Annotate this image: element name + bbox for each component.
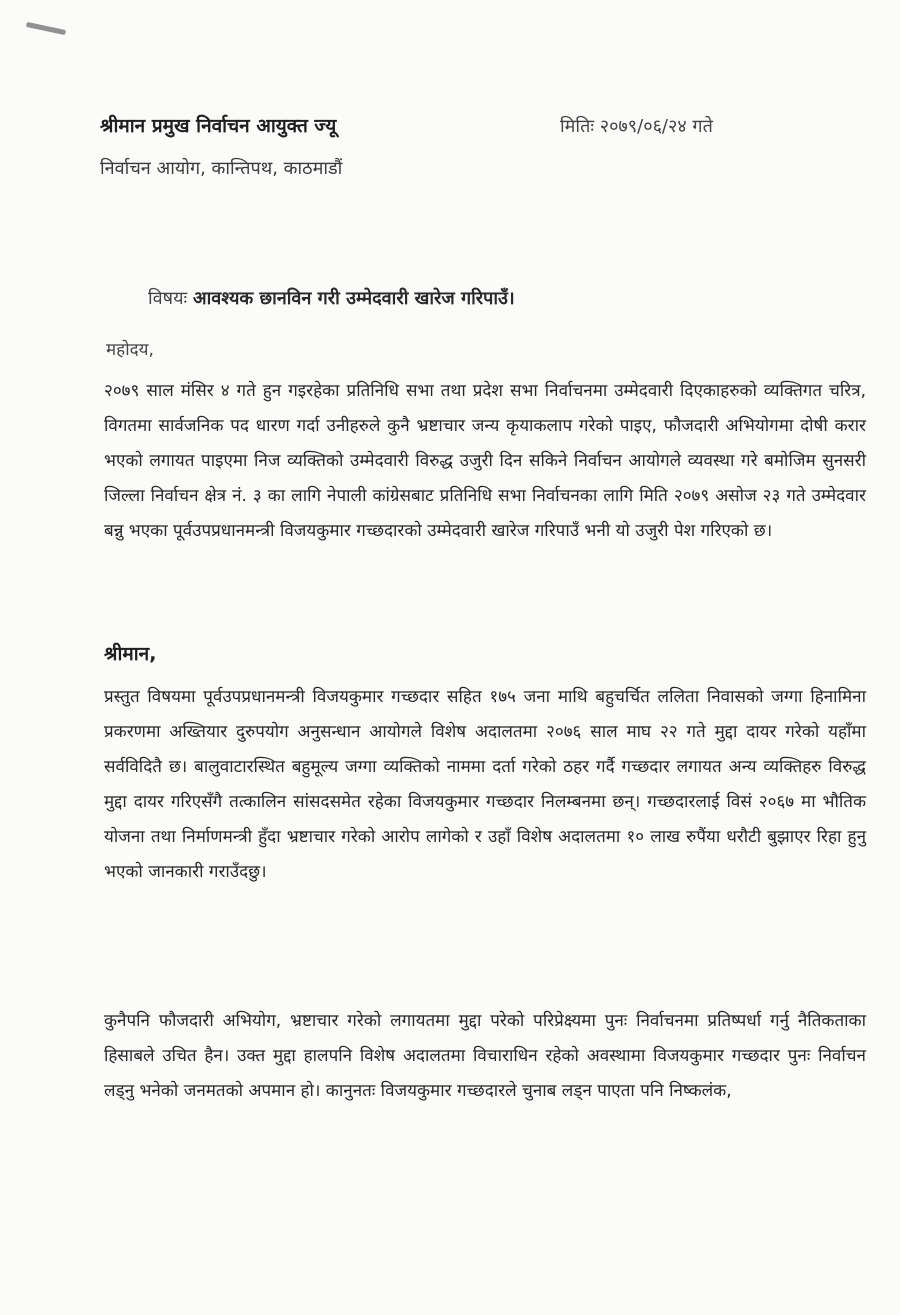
letter-date: मितिः २०७९/०६/२४ गते <box>560 116 713 137</box>
subject-label: विषयः <box>148 288 188 309</box>
paragraph-argument: कुनैपनि फौजदारी अभियोग, भ्रष्टाचार गरेको लगायतमा मुद्दा परेको परिप्रेक्ष्यमा पुनः निर्वाचनमा प्रतिष्पर्धा गर्नु नैतिकताका हिसाबले उचित हैन। उक्त मुद्दा हालपनि विशेष अदालतमा विचाराधिन रहेको अवस्थामा विजयकुमार गच्छदार पुनः निर्वाचन लड्नु भनेको जनमतको अपमान हो। कानुनतः विजयकुमार गच्छदारले चुनाब लड्न पाएता पनि निष्कलंक, <box>104 1011 866 1101</box>
letter-header <box>100 112 840 180</box>
subject-text: आवश्यक छानविन गरी उम्मेदवारी खारेज गरिपाउँ। <box>192 288 515 309</box>
subject-line <box>148 286 515 310</box>
addressee: श्रीमान प्रमुख निर्वाचन आयुक्त ज्यू <box>100 115 337 137</box>
section-heading: श्रीमान, <box>104 643 157 665</box>
salutation: महोदय, <box>106 340 154 360</box>
paragraph-complaint: २०७९ साल मंसिर ४ गते हुन गइरहेका प्रतिनिधि सभा तथा प्रदेश सभा निर्वाचनमा उम्मेदवारी दिएकाहरुको व्यक्तिगत चरित्र, विगतमा सार्वजनिक पद धारण गर्दा उनीहरुले कुनै भ्रष्टाचार जन्य कृयाकलाप गरेको पाइए, फौजदारी अभियोगमा दोषी करार भएको लगायत पाइएमा निज व्यक्तिको उम्मेदवारी विरुद्ध उजुरी दिन सकिने निर्वाचन आयोगले व्यवस्था गरे बमोजिम सुनसरी जिल्ला निर्वाचन क्षेत्र नं. ३ का लागि नेपाली कांग्रेसबाट प्रतिनिधि सभा निर्वाचनका लागि मिति २०७९ असोज २३ गते उम्मेदवार बन्नु भएका पूर्वउपप्रधानमन्त्री विजयकुमार गच्छदारको उम्मेदवारी खारेज गरिपाउँ भनी यो उजुरी पेश गरिएको छ। <box>104 381 866 541</box>
scan-mark <box>26 22 66 35</box>
paragraph-background: प्रस्तुत विषयमा पूर्वउपप्रधानमन्त्री विजयकुमार गच्छदार सहित १७५ जना माथि बहुचर्चित ललिता निवासको जग्गा हिनामिना प्रकरणमा अख्तियार दुरुपयोग अनुसन्धान आयोगले विशेष अदालतमा २०७६ साल माघ २२ गते मुद्दा दायर गरेको यहाँमा सर्वविदितै छ। बालुवाटारस्थित बहुमूल्य जग्गा व्यक्तिको नाममा दर्ता गरेको ठहर गर्दै गच्छदार लगायत अन्य व्यक्तिहरु विरुद्ध मुद्दा दायर गरिएसँगै तत्कालिन सांसदसमेत रहेका विजयकुमार गच्छदार निलम्बनमा छन्। गच्छदारलाई विसं २०६७ मा भौतिक योजना तथा निर्माणमन्त्री हुँदा भ्रष्टाचार गरेको आरोप लागेको र उहाँ विशेष अदालतमा १० लाख रुपैंया धरौटी बुझाएर रिहा हुनु भएको जानकारी गराउँदछु। <box>104 687 866 882</box>
addressee-address: निर्वाचन आयोग, कान्तिपथ, काठमाडौं <box>100 158 343 179</box>
